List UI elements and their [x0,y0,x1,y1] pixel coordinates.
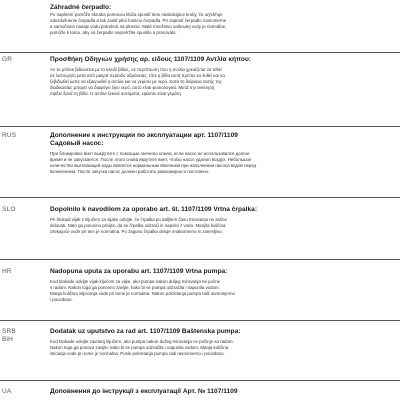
intro-title: Záhradné čerpadlo: [50,4,112,11]
language-code: HR [2,268,12,275]
body-line: Nakon toga ga ponovo zavijte, kako bi se pumpa odzračila i napunila vodom. Manja količina [50,344,229,350]
section-title: Nadopuna uputa za uporabu art. 1107/1109 Vrtna pumpa: [50,268,228,275]
section-divider [0,52,400,53]
language-code: SRB BiH [2,328,16,343]
body-line: iztekajoče vode pri tem je normalna. Po zagonu črpalka deluje enakomerno in zanesljivo. [50,228,223,234]
body-line: isticanja vode pri tome je normalna. Posle pokretanja pumpa radi ravnomerno i pouzdano. [50,350,225,356]
body-line: a samočinne nasaje vodu potrebnú na plnenie. Malé množstvo uniknutej vody je normálne, [50,23,227,29]
language-code: SLO [2,206,16,213]
body-line: Kod blokade odvijte zavrtanj ključem, ako pumpa nakon dužeg mirovanja ne počinje sa radom. [50,339,234,344]
body-line: odvzdušnenie čerpadla a tak zaistí plnú funkciu čerpadla. Pri zapnutí čerpadlo rovnomerne [50,17,227,23]
section-title: Dopolnilo k navodilom za uporabo art. št. 1107/1109 Vrtna črpalka: [50,206,258,213]
section-divider [0,380,400,381]
language-code: RUS [2,132,17,139]
section-content [50,206,350,235]
section-title: Dodatak uz uputstvo za rad art. 1107/1109 Baštenska pumpa: [50,328,241,335]
body-line: При блокировке винт выкрутите с помощью гаечного ключа, если насос не использовался долгое [50,151,250,156]
intro-section [50,0,350,36]
section-divider [0,259,400,260]
body-line: i pouzdano. [50,296,73,302]
section-title: Дополнение к инструкции по эксплуатации арт. 1107/1109 [50,132,238,139]
body-line: Manja količina istjecanja vode pri tome je normalna. Nakon pokretanja pumpa radi ravnomjerno [50,290,235,296]
body-line: pomôže k tomu, aby sa čerpadlo nepretržite spustilo a pracovalo. [50,29,177,35]
body-line: Kod blokade odvijte vijak ključem za vijke, ako pumpa nakon duljeg mirovanja ne počne [50,279,221,284]
intro-body [50,12,350,36]
section-content [50,268,350,303]
section-title: Доповнення до інструкції з експлуатації Арт. № 1107/1109 [50,388,238,395]
body-line: Αν το μπλοκ βιδώνεται με το κλειδί βίδας, σε περίπτωση που η αντλία χρειάζεται να τεθεί [50,67,222,72]
section-divider [0,197,400,198]
body-line: διαδικασίας μπορεί να διαφύγει λίγο νερό, αυτό είναι φυσιολογικό. Μετά την εκκίνηση [50,84,215,90]
body-line: время и не запускается. После этого снова вкрутите винт, чтобы насос удалил воздух. Небольшое [50,156,252,162]
body-line: σφίξτε ξανά τη βίδα. Η αντλία ξεκινά αυτόματα, εφόσον είναι γεμάτη. [50,90,183,96]
section-subtitle: Садовый насос: [50,140,104,147]
section-title: Προσθήκη Οδηγιών χρήσης αρ. είδους 1107/1109 Αντλία κήπου: [50,56,251,63]
body-line: количество вытекающей воды является нормальным явлением при наполнении насоса водой перед [50,162,257,168]
section-content [50,132,350,175]
body-line: Pri blokadi vijak s ključem za vijake odvijte, če črpalka po daljšem času mirovanja ne začne [50,217,227,222]
section-content [50,328,350,357]
body-line: s radom. Nakon toga ga ponovno zavijte, kako bi se pumpa odzračila i napunila vodom. [50,284,220,290]
section-divider [0,126,400,127]
section-content [50,388,350,396]
body-line: σε λειτουργία μετά από μακρά περίοδο αδράνειας, τότε η βίδα αυτή πρέπει να λυθεί και να [50,72,225,78]
body-line: delovati. Nato ga ponovno privijte, da se črpalka odzrači in napolni z vodo. Manjša količina [50,222,226,228]
body-line: Po naplnení pomôže skrutka pomocou klúča spustiť tieto nasledujúce kroky, čo urýchľuje [50,12,223,17]
body-line: ξεβιδωθεί ώστε να εξαερωθεί η αντλία και να γεμίσει με νερό. Κατά τη διάρκεια αυτής της [50,78,222,84]
language-code: UA [2,388,12,395]
section-divider [0,320,400,321]
language-code: GR [2,56,13,63]
body-line: включением. После запуска насос должен работать равномерно и постоянно. [50,168,210,174]
section-content [50,56,350,97]
